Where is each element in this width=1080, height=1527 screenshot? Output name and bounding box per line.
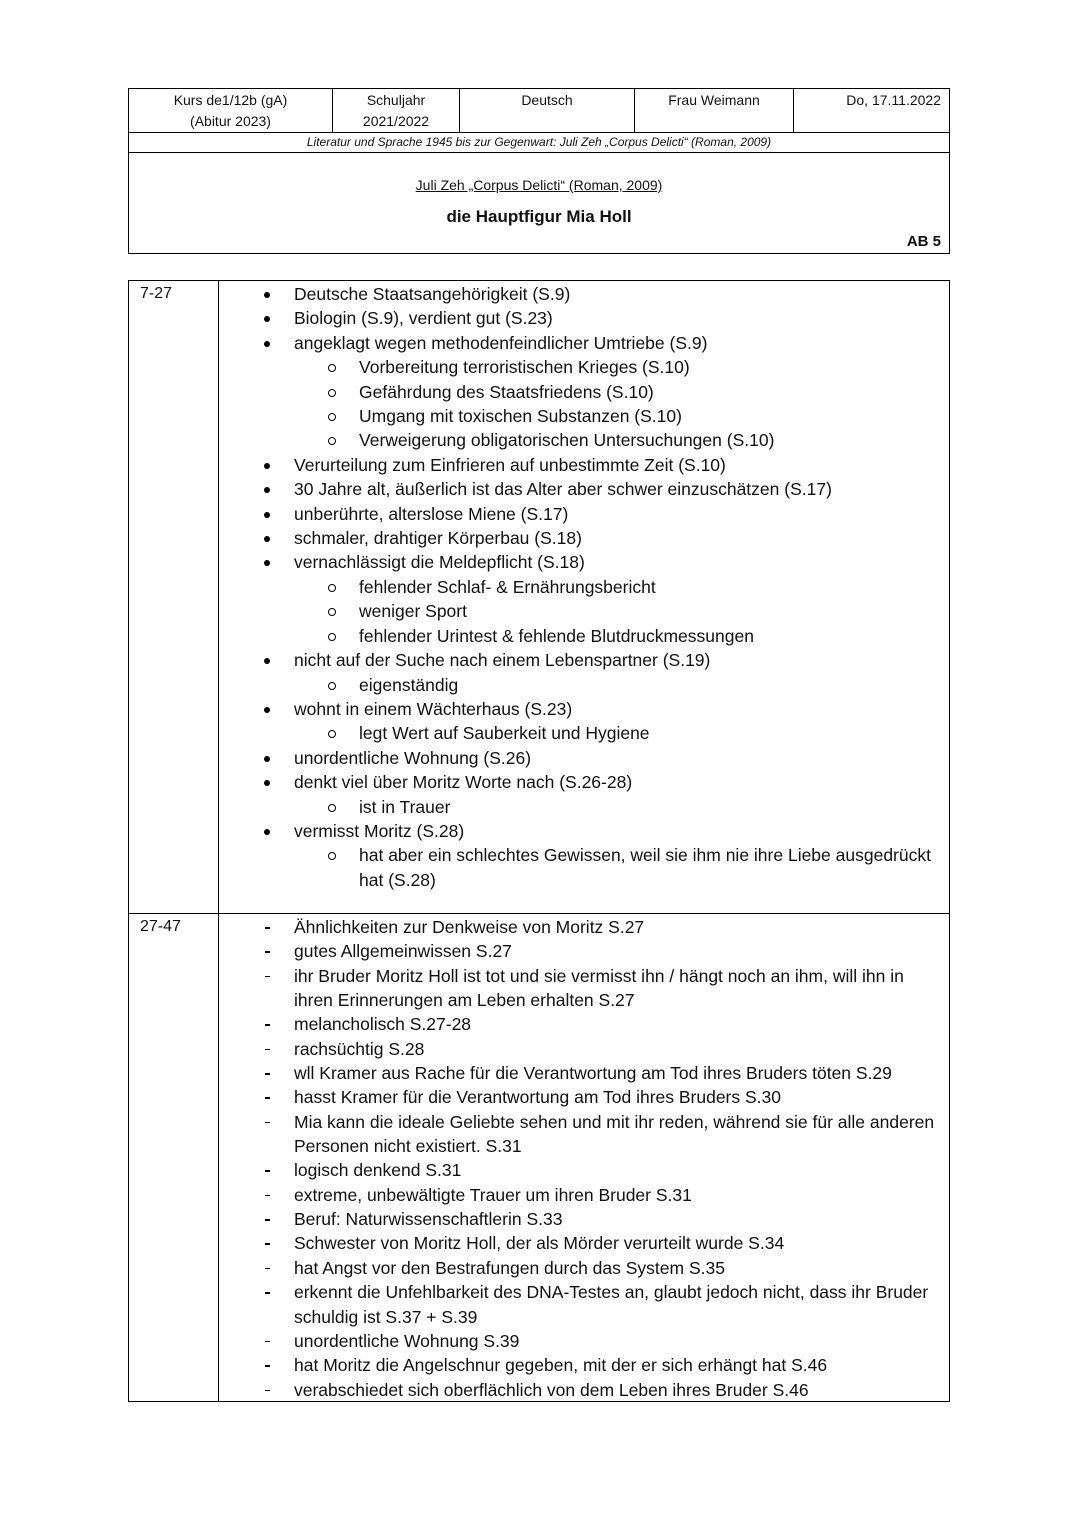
list-item-text: 30 Jahre alt, äußerlich ist das Alter aber schwer einzuschätzen (S.17): [294, 479, 832, 500]
header-info-row: [129, 89, 949, 133]
page-range-2: 27-47: [140, 918, 181, 935]
notes-list-section-1: [259, 282, 939, 892]
list-item-text: gutes Allgemeinwissen S.27: [294, 941, 512, 962]
list-item: [259, 939, 939, 963]
course-name: Kurs de1/12b (gA): [173, 92, 288, 108]
list-item-text: eigenständig: [359, 674, 459, 695]
worksheet-topic: Juli Zeh „Corpus Delicti“ (Roman, 2009): [415, 177, 663, 193]
list-item: [259, 819, 939, 843]
course-cell: [129, 89, 332, 132]
list-item: [259, 721, 939, 745]
list-item-text: angeklagt wegen methodenfeindlicher Umtriebe (S.9): [294, 332, 708, 353]
list-item-text: ist in Trauer: [359, 796, 451, 817]
list-item: [259, 697, 939, 721]
row-divider: [129, 913, 949, 914]
school-year-value: 2021/2022: [362, 113, 430, 129]
list-item: [259, 575, 939, 599]
list-item: [259, 1280, 939, 1329]
list-item-text: Umgang mit toxischen Substanzen (S.10): [359, 406, 682, 427]
sheet-number: AB 5: [906, 233, 941, 250]
list-item: [259, 282, 939, 306]
notes-table: [128, 280, 950, 1402]
worksheet-header: [128, 88, 950, 254]
list-item: [259, 526, 939, 550]
list-item: [259, 1329, 939, 1353]
list-item-text: vermisst Moritz (S.28): [294, 820, 465, 841]
list-item: [259, 1256, 939, 1280]
list-item: [259, 1158, 939, 1182]
list-item-text: unberührte, alterslose Miene (S.17): [294, 503, 569, 524]
list-item-text: Vorbereitung terroristischen Krieges (S.10): [359, 357, 690, 378]
list-item-text: hat Moritz die Angelschnur gegeben, mit der er sich erhängt hat S.46: [294, 1355, 828, 1376]
list-item: [259, 1378, 939, 1402]
list-item-text: nicht auf der Suche nach einem Lebenspartner (S.19): [294, 650, 711, 671]
list-item: [259, 502, 939, 526]
list-item: [259, 1231, 939, 1255]
list-item: [259, 355, 939, 379]
list-item-text: wll Kramer aus Rache für die Verantwortung am Tod ihres Bruders töten S.29: [294, 1063, 892, 1084]
list-item-text: erkennt die Unfehlbarkeit des DNA-Testes an, glaubt jedoch nicht, dass ihr Bruder schuldig ist S.37 + S.39: [294, 1282, 929, 1327]
list-item-text: unordentliche Wohnung S.39: [294, 1330, 520, 1351]
list-item-text: fehlender Schlaf- & Ernährungsbericht: [359, 576, 656, 597]
list-item: [259, 624, 939, 648]
header-title-area: [129, 153, 949, 253]
list-item-text: hat Angst vor den Bestrafungen durch das System S.35: [294, 1257, 725, 1278]
date-cell: Do, 17.11.2022: [793, 89, 949, 132]
list-item-text: weniger Sport: [359, 601, 467, 622]
list-item-text: hat aber ein schlechtes Gewissen, weil sie ihm nie ihre Liebe ausgedrückt hat (S.28): [359, 845, 931, 890]
list-item-text: Ähnlichkeiten zur Denkweise von Moritz S.27: [294, 917, 645, 937]
list-item-text: Verurteilung zum Einfrieren auf unbestimmte Zeit (S.10): [294, 454, 726, 475]
list-item-text: extreme, unbewältigte Trauer um ihren Bruder S.31: [294, 1184, 692, 1205]
list-item-text: vernachlässigt die Meldepflicht (S.18): [294, 552, 585, 573]
worksheet-title: die Hauptfigur Mia Holl: [446, 207, 632, 226]
list-item: [259, 453, 939, 477]
list-item: [259, 1012, 939, 1036]
list-item: [259, 428, 939, 452]
list-item: [259, 1110, 939, 1159]
list-item: [259, 770, 939, 794]
list-item-text: Deutsche Staatsangehörigkeit (S.9): [294, 284, 571, 304]
list-item: [259, 1183, 939, 1207]
list-item-text: Mia kann die ideale Geliebte sehen und mit ihr reden, während sie für alle anderen Personen nicht existiert. S.31: [294, 1111, 935, 1157]
teacher-cell: Frau Weimann: [634, 89, 793, 132]
school-year-cell: [332, 89, 459, 132]
unit-line: Literatur und Sprache 1945 bis zur Gegenwart: Juli Zeh „Corpus Delicti“ (Roman, 2009): [129, 133, 949, 153]
list-item: [259, 306, 939, 330]
list-item: [259, 331, 939, 355]
list-item: [259, 1061, 939, 1085]
list-item-text: Verweigerung obligatorischen Untersuchungen (S.10): [359, 430, 775, 451]
list-item: [259, 964, 939, 1013]
course-abitur: (Abitur 2023): [190, 113, 271, 129]
list-item-text: ihr Bruder Moritz Holl ist tot und sie vermisst ihn / hängt noch an ihm, will ihn in ihren Erinnerungen am Leben erhalten S.27: [294, 965, 904, 1011]
list-item: [259, 746, 939, 770]
list-item: [259, 673, 939, 697]
list-item: [259, 380, 939, 404]
list-item: [259, 550, 939, 574]
list-item: [259, 599, 939, 623]
list-item-text: Schwester von Moritz Holl, der als Mörder verurteilt wurde S.34: [294, 1233, 785, 1254]
list-item-text: rachsüchtig S.28: [294, 1038, 425, 1059]
list-item-text: wohnt in einem Wächterhaus (S.23): [294, 698, 573, 719]
list-item: [259, 915, 939, 939]
list-item-text: unordentliche Wohnung (S.26): [294, 747, 532, 768]
list-item: [259, 1353, 939, 1377]
list-item-text: Beruf: Naturwissenschaftlerin S.33: [294, 1209, 563, 1230]
list-item: [259, 795, 939, 819]
list-item-text: melancholisch S.27-28: [294, 1014, 472, 1035]
list-item-text: denkt viel über Moritz Worte nach (S.26-28): [294, 772, 633, 793]
list-item: [259, 843, 939, 892]
list-item: [259, 477, 939, 501]
list-item-text: schmaler, drahtiger Körperbau (S.18): [294, 528, 582, 549]
school-year-label: Schuljahr: [366, 92, 426, 108]
list-item: [259, 1207, 939, 1231]
list-item: [259, 404, 939, 428]
notes-list-section-2: [259, 915, 939, 1402]
list-item-text: Biologin (S.9), verdient gut (S.23): [294, 308, 553, 329]
list-item-text: legt Wert auf Sauberkeit und Hygiene: [359, 723, 650, 744]
list-item-text: Gefährdung des Staatsfriedens (S.10): [359, 381, 654, 402]
list-item: [259, 1037, 939, 1061]
list-item: [259, 648, 939, 672]
column-divider: [218, 281, 219, 1401]
list-item-text: fehlender Urintest & fehlende Blutdruckmessungen: [359, 625, 754, 646]
list-item-text: logisch denkend S.31: [294, 1160, 462, 1181]
subject-cell: Deutsch: [459, 89, 634, 132]
page-range-1: 7-27: [140, 285, 173, 302]
list-item: [259, 1085, 939, 1109]
list-item-text: verabschiedet sich oberflächlich von dem Leben ihres Bruder S.46: [294, 1379, 809, 1400]
list-item-text: hasst Kramer für die Verantwortung am Tod ihres Bruders S.30: [294, 1087, 782, 1108]
